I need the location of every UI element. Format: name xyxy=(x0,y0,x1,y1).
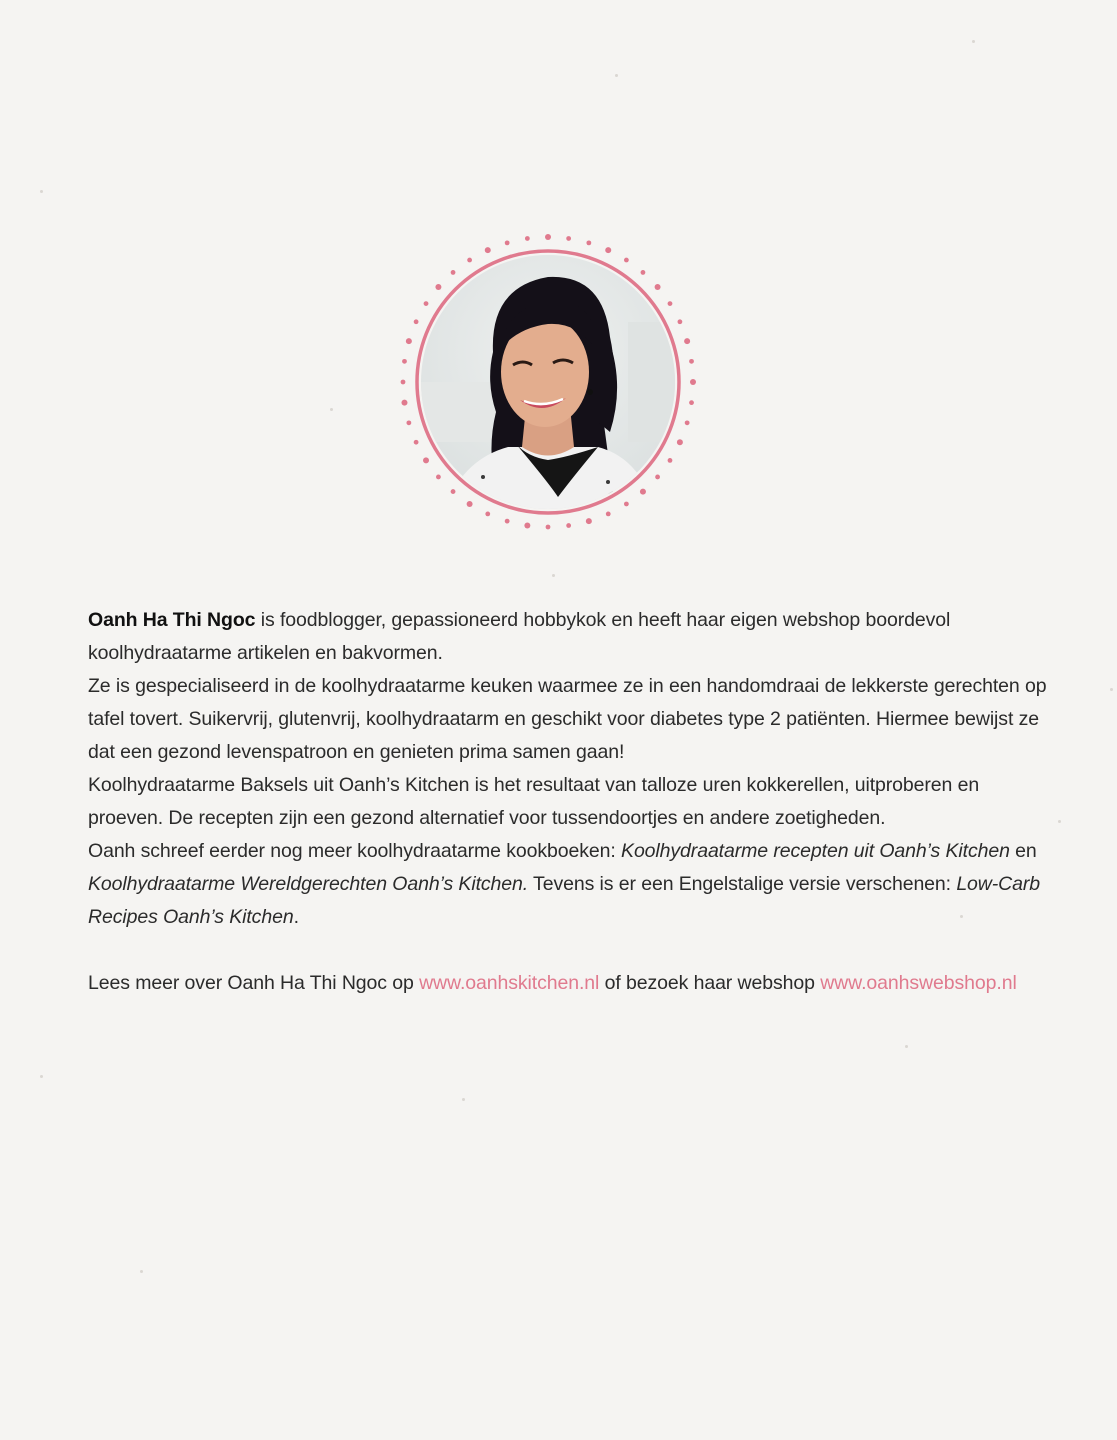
author-name: Oanh Ha Thi Ngoc xyxy=(88,609,256,631)
bio-intro-text: is foodblogger, gepassioneerd hobbykok en heeft haar eigen webshop boordevol koolhydraatarme artikelen en bakvormen. xyxy=(88,609,951,664)
paper-speck xyxy=(905,1045,908,1048)
ring-dot xyxy=(505,240,510,245)
ring-dot xyxy=(414,319,419,324)
ring-dot xyxy=(677,439,683,445)
author-bio xyxy=(88,604,1048,1000)
ring-dot xyxy=(678,319,683,324)
ring-dot xyxy=(586,518,592,524)
ring-dot xyxy=(525,236,530,241)
paper-speck xyxy=(40,190,43,193)
ring-dot xyxy=(606,512,611,517)
ring-dot xyxy=(605,247,611,253)
ring-dot xyxy=(668,301,673,306)
ring-dot xyxy=(545,234,551,240)
paper-speck xyxy=(552,574,555,577)
ring-dot xyxy=(485,247,491,253)
ring-dot xyxy=(467,258,472,263)
ring-dot xyxy=(401,400,407,406)
book-title-2: Koolhydraatarme Wereldgerechten Oanh’s Kitchen. xyxy=(88,873,529,895)
paper-speck xyxy=(462,1098,465,1101)
ring-dot xyxy=(451,270,456,275)
bio-paragraph-book: Koolhydraatarme Baksels uit Oanh’s Kitchen is het resultaat van talloze uren kokkerellen, uitproberen en proeven. De recepten zijn een gezond alternatief voor tussendoortjes en andere zoetigheden. xyxy=(88,774,980,829)
ring-dot xyxy=(401,380,406,385)
ring-dot xyxy=(640,489,646,495)
ring-dot xyxy=(435,284,441,290)
ring-dot xyxy=(655,284,661,290)
ring-dot xyxy=(467,501,473,507)
portrait-frame xyxy=(398,232,698,532)
paper-speck xyxy=(140,1270,143,1273)
ring-dot xyxy=(689,400,694,405)
paper-speck xyxy=(615,74,618,77)
paper-speck xyxy=(40,1075,43,1078)
paragraph-gap xyxy=(88,934,1048,967)
bio-paragraph-intro xyxy=(88,604,1048,670)
paper-speck xyxy=(1110,688,1113,691)
ring-dot xyxy=(423,457,429,463)
ring-dot xyxy=(424,301,429,306)
ring-dot xyxy=(690,379,696,385)
ring-dot xyxy=(566,523,571,528)
ring-dot xyxy=(406,338,412,344)
ring-dot xyxy=(655,475,660,480)
ring-dot xyxy=(624,258,629,263)
other-books-text-c: Tevens is er een Engelstalige versie verschenen: xyxy=(528,873,957,895)
ring-dot xyxy=(566,236,571,241)
ring-dot xyxy=(624,502,629,507)
ring-dot xyxy=(689,359,694,364)
bio-paragraph-specialty: Ze is gespecialiseerd in de koolhydraatarme keuken waarmee ze in een handomdraai de lekkerste gerechten op tafel tovert. Suikervrij, glutenvrij, koolhydraatarm en geschikt voor diabetes type 2 patiënten. Hiermee bewijst ze dat een gezond levenspatroon en genieten prima samen gaan! xyxy=(88,675,1047,763)
paper-speck xyxy=(330,408,333,411)
paper-speck xyxy=(1058,820,1061,823)
ring-dot xyxy=(402,359,407,364)
read-more-text-a: Lees meer over Oanh Ha Thi Ngoc op xyxy=(88,972,420,994)
read-more-text-b: of bezoek haar webshop xyxy=(599,972,821,994)
ring-dot xyxy=(546,525,551,530)
ring-dot xyxy=(668,458,673,463)
read-more-paragraph xyxy=(88,967,1048,1000)
other-books-text-d: . xyxy=(293,906,299,928)
other-books-text-b: en xyxy=(1009,840,1037,862)
paper-speck xyxy=(972,40,975,43)
ring-dot xyxy=(414,440,419,445)
ring-dot xyxy=(485,512,490,517)
link-oanhskitchen[interactable]: www.oanhskitchen.nl xyxy=(419,972,600,994)
book-title-1: Koolhydraatarme recepten uit Oanh’s Kitchen xyxy=(621,840,1010,862)
ring-dot xyxy=(685,420,690,425)
ring-dot xyxy=(451,489,456,494)
book-title-3: Low-Carb Recipes Oanh’s Kitchen xyxy=(88,873,1041,928)
ring-dot xyxy=(586,240,591,245)
bio-paragraph-other-books xyxy=(88,835,1048,934)
ring-dot xyxy=(505,519,510,524)
ring-dot xyxy=(436,475,441,480)
link-oanhswebshop[interactable]: www.oanhswebshop.nl xyxy=(820,972,1017,994)
ring-dot xyxy=(524,523,530,529)
ring-dot xyxy=(684,338,690,344)
ring-dot xyxy=(406,420,411,425)
author-portrait xyxy=(398,232,698,532)
ring-dot xyxy=(641,270,646,275)
other-books-text-a: Oanh schreef eerder nog meer koolhydraatarme kookboeken: xyxy=(88,840,622,862)
